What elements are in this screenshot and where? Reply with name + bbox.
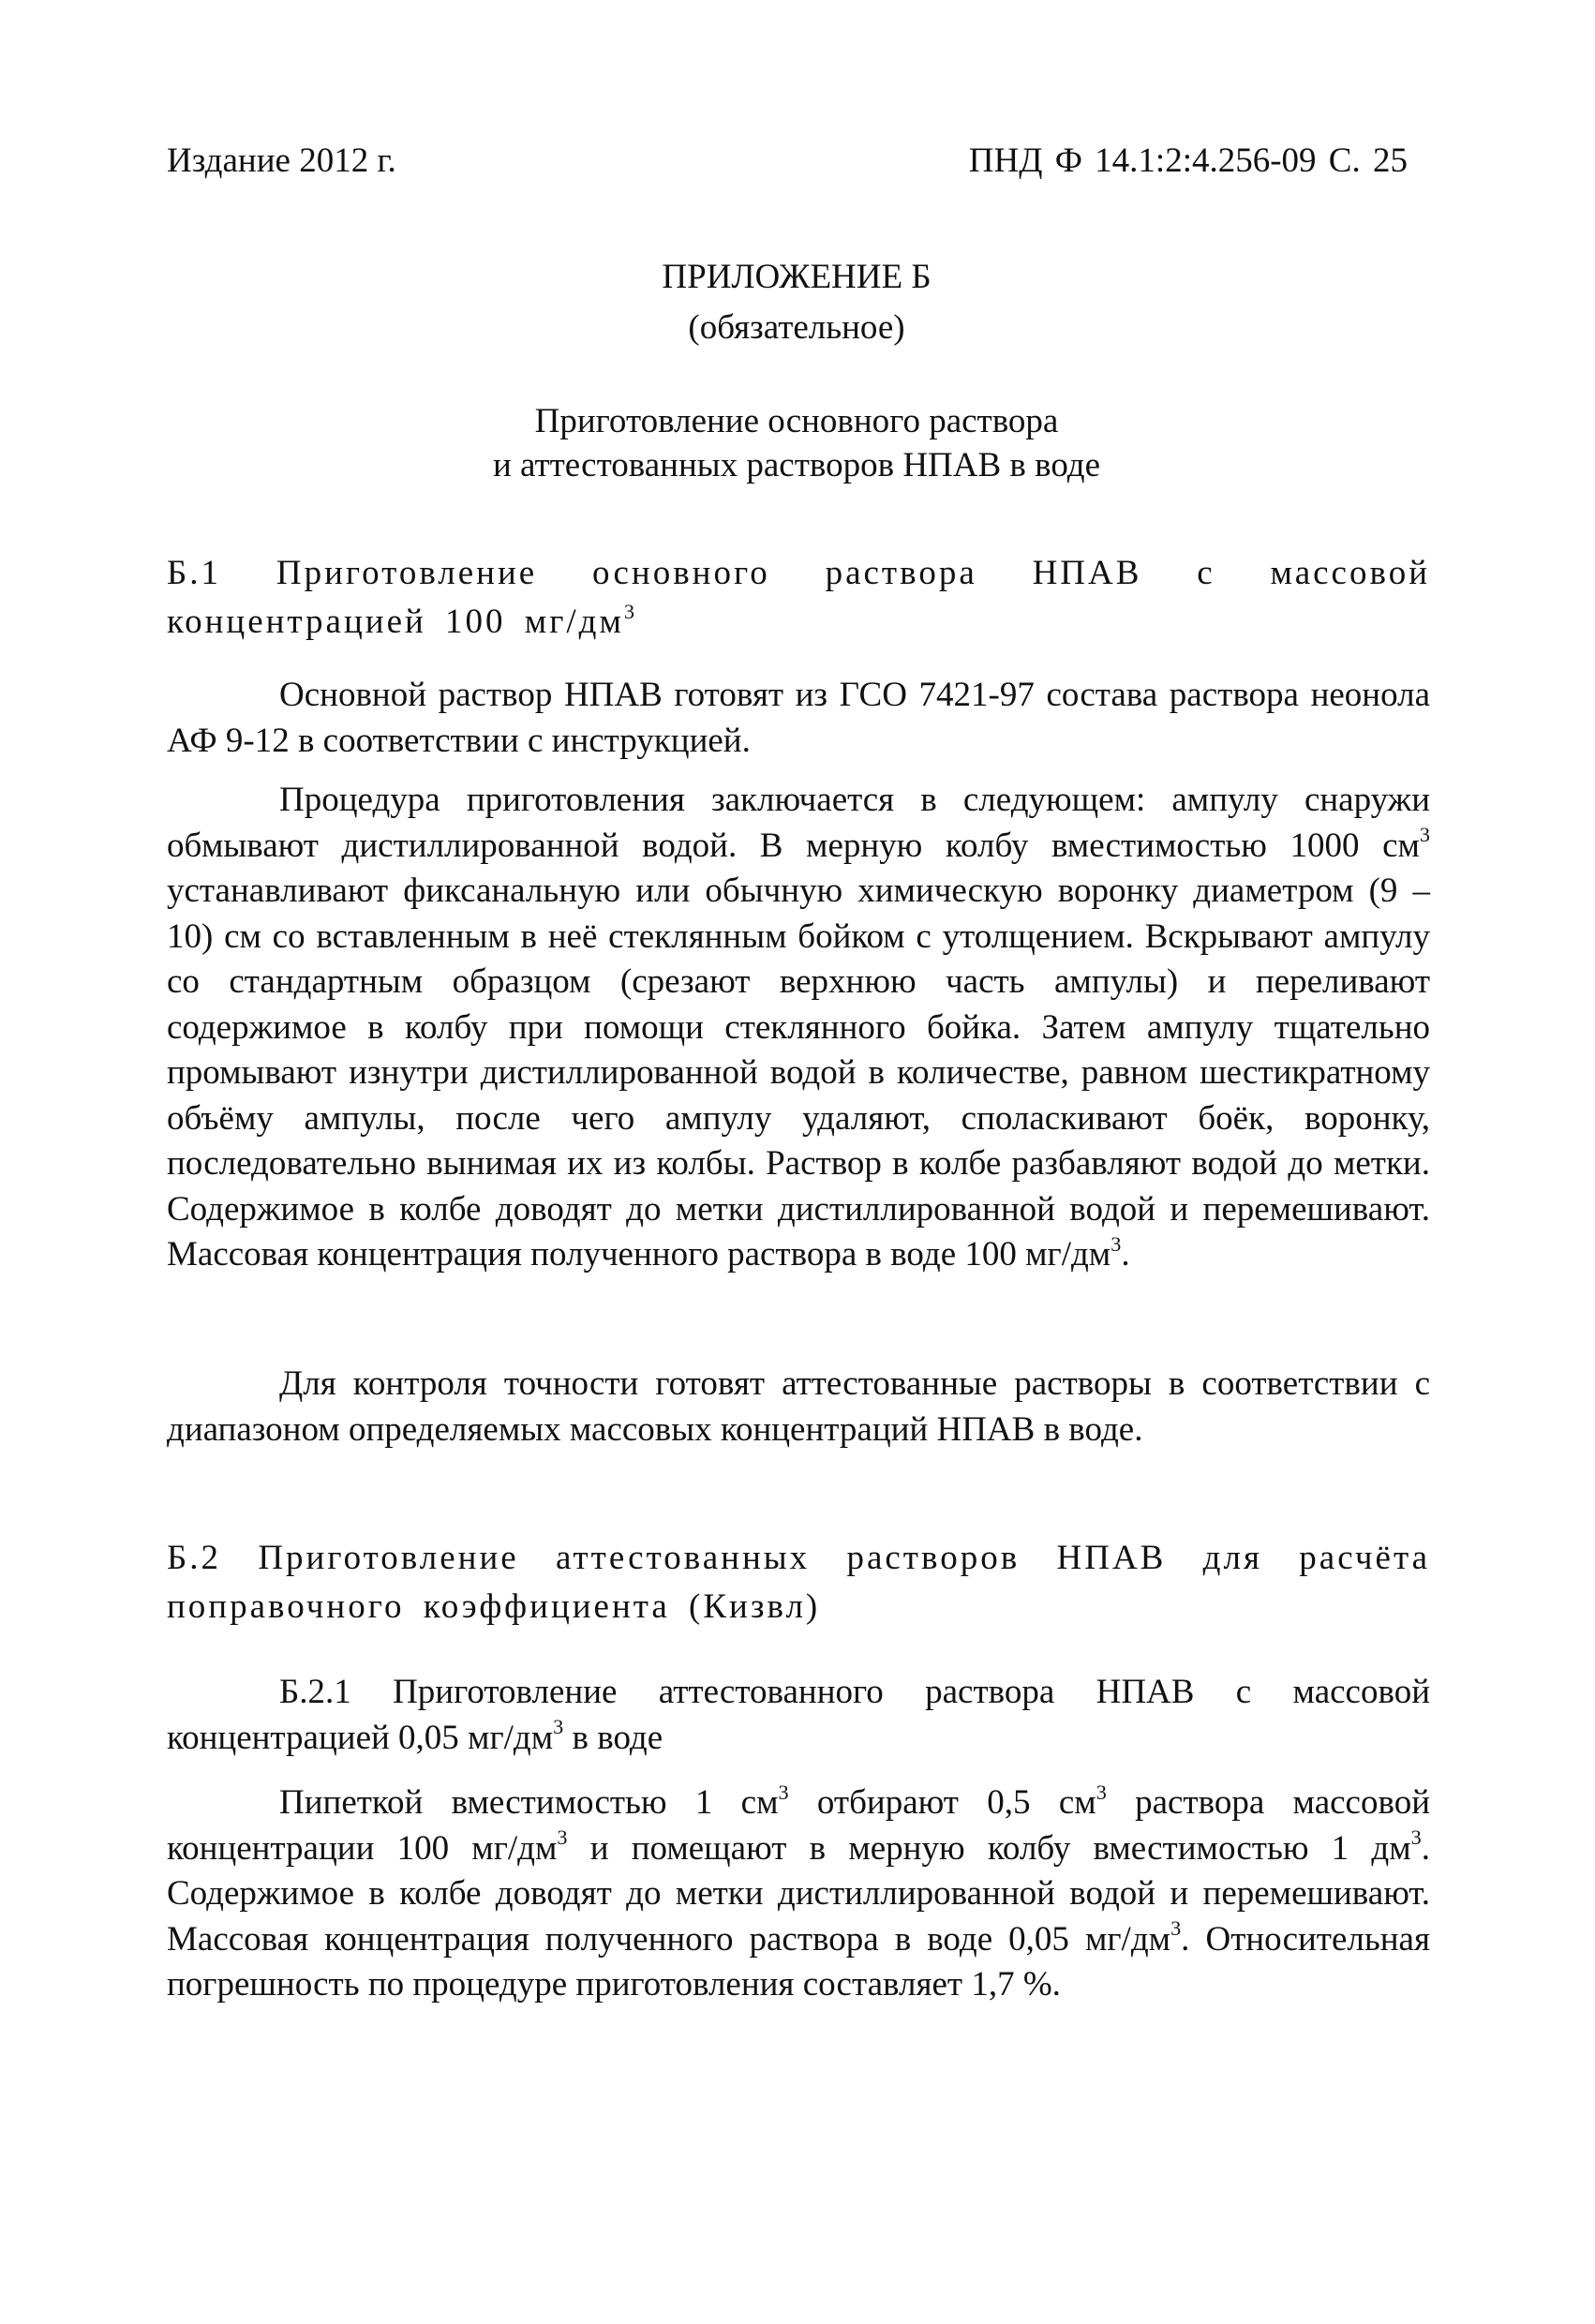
section-b1-heading bbox=[167, 549, 1430, 647]
subsection-text-a: Б.2.1 Приготовление аттестованного раствора НПАВ с массовой концентрацией 0,05 мг/дм bbox=[167, 1673, 1430, 1757]
procedure-text-a: Процедура приготовления заключается в следующем: ампулу снаружи обмывают дистиллированной водой. В мерную колбу вместимостью 1000 см bbox=[167, 781, 1430, 865]
superscript: 3 bbox=[1096, 1780, 1107, 1804]
pipette-text-e: . Содержимое в колбе доводят до метки дистиллированной водой и перемешивают. Массовая концентрация полученного раствора в воде 0,05 мг/дм bbox=[167, 1828, 1430, 1959]
superscript: 3 bbox=[778, 1780, 789, 1804]
document-number: ПНД Ф 14.1:2:4.256-09 С. 25 bbox=[968, 142, 1408, 180]
pipette-text-f: . Относительная погрешность по процедуре приготовления составляет 1,7 %. bbox=[167, 1919, 1430, 2004]
superscript: 3 bbox=[1170, 1916, 1182, 1941]
superscript: 3 bbox=[553, 1715, 564, 1739]
pipette-text-c: раствора массовой концентрации 100 мг/дм bbox=[167, 1783, 1430, 1868]
appendix-intro-line-2: и аттестованных растворов НПАВ в воде bbox=[492, 446, 1101, 484]
subsection-text-b: в воде bbox=[563, 1718, 663, 1757]
appendix-title: ПРИЛОЖЕНИЕ Б bbox=[662, 258, 932, 296]
appendix-subtitle: (обязательное) bbox=[688, 308, 905, 347]
superscript: 3 bbox=[1419, 823, 1430, 847]
page-header bbox=[167, 141, 1408, 187]
superscript: 3 bbox=[1111, 1231, 1122, 1256]
pipette-text-b: отбирают 0,5 см bbox=[788, 1783, 1096, 1822]
procedure-text-c: . bbox=[1121, 1235, 1130, 1274]
appendix-intro-line-1: Приготовление основного раствора bbox=[534, 402, 1059, 440]
superscript: 3 bbox=[623, 599, 637, 623]
paragraph-stock-solution: Основной раствор НПАВ готовят из ГСО 7421-97 состава раствора неонола АФ 9-12 в соответствии с инструкцией. bbox=[167, 676, 1430, 760]
edition-label: Издание 2012 г. bbox=[167, 142, 396, 180]
superscript: 3 bbox=[557, 1825, 568, 1850]
superscript: 3 bbox=[1410, 1825, 1422, 1850]
subsection-b21-heading bbox=[167, 1670, 1430, 1761]
pipette-text-d: и помещают в мерную колбу вместимостью 1 дм bbox=[567, 1828, 1411, 1868]
paragraph-procedure bbox=[167, 778, 1430, 1278]
section-b2-heading: Б.2 Приготовление аттестованных растворов НПАВ для расчёта поправочного коэффициента (Кизвл) bbox=[167, 1539, 1430, 1626]
section-b1-heading-text: Б.1 Приготовление основного раствора НПАВ с массовой концентрацией 100 мг/дм bbox=[167, 554, 1430, 641]
procedure-text-b: устанавливают фиксанальную или обычную химическую воронку диаметром (9 – 10) см со вставленным в неё стеклянным бойком с утолщением. Вскрывают ампулу со стандартным образцом (срезают верхнюю часть ампулы) и переливают содержимое в колбу при помощи стеклянного бойка. Затем ампулу тщательно промывают изнутри дистиллированной водой в количестве, равном шестикратному объёму ампулы, после чего ампулу удаляют, споласкивают боёк, воронку, последовательно вынимая их из колбы. Раствор в колбе разбавляют водой до метки. Содержимое в колбе доводят до метки дистиллированной водой и перемешивают. Массовая концентрация полученного раствора в воде 100 мг/дм bbox=[167, 872, 1430, 1274]
paragraph-pipette bbox=[167, 1780, 1430, 2008]
paragraph-accuracy-control: Для контроля точности готовят аттестованные растворы в соответствии с диапазоном определяемых массовых концентраций НПАВ в воде. bbox=[167, 1364, 1430, 1449]
pipette-text-a: Пипеткой вместимостью 1 см bbox=[279, 1783, 779, 1822]
